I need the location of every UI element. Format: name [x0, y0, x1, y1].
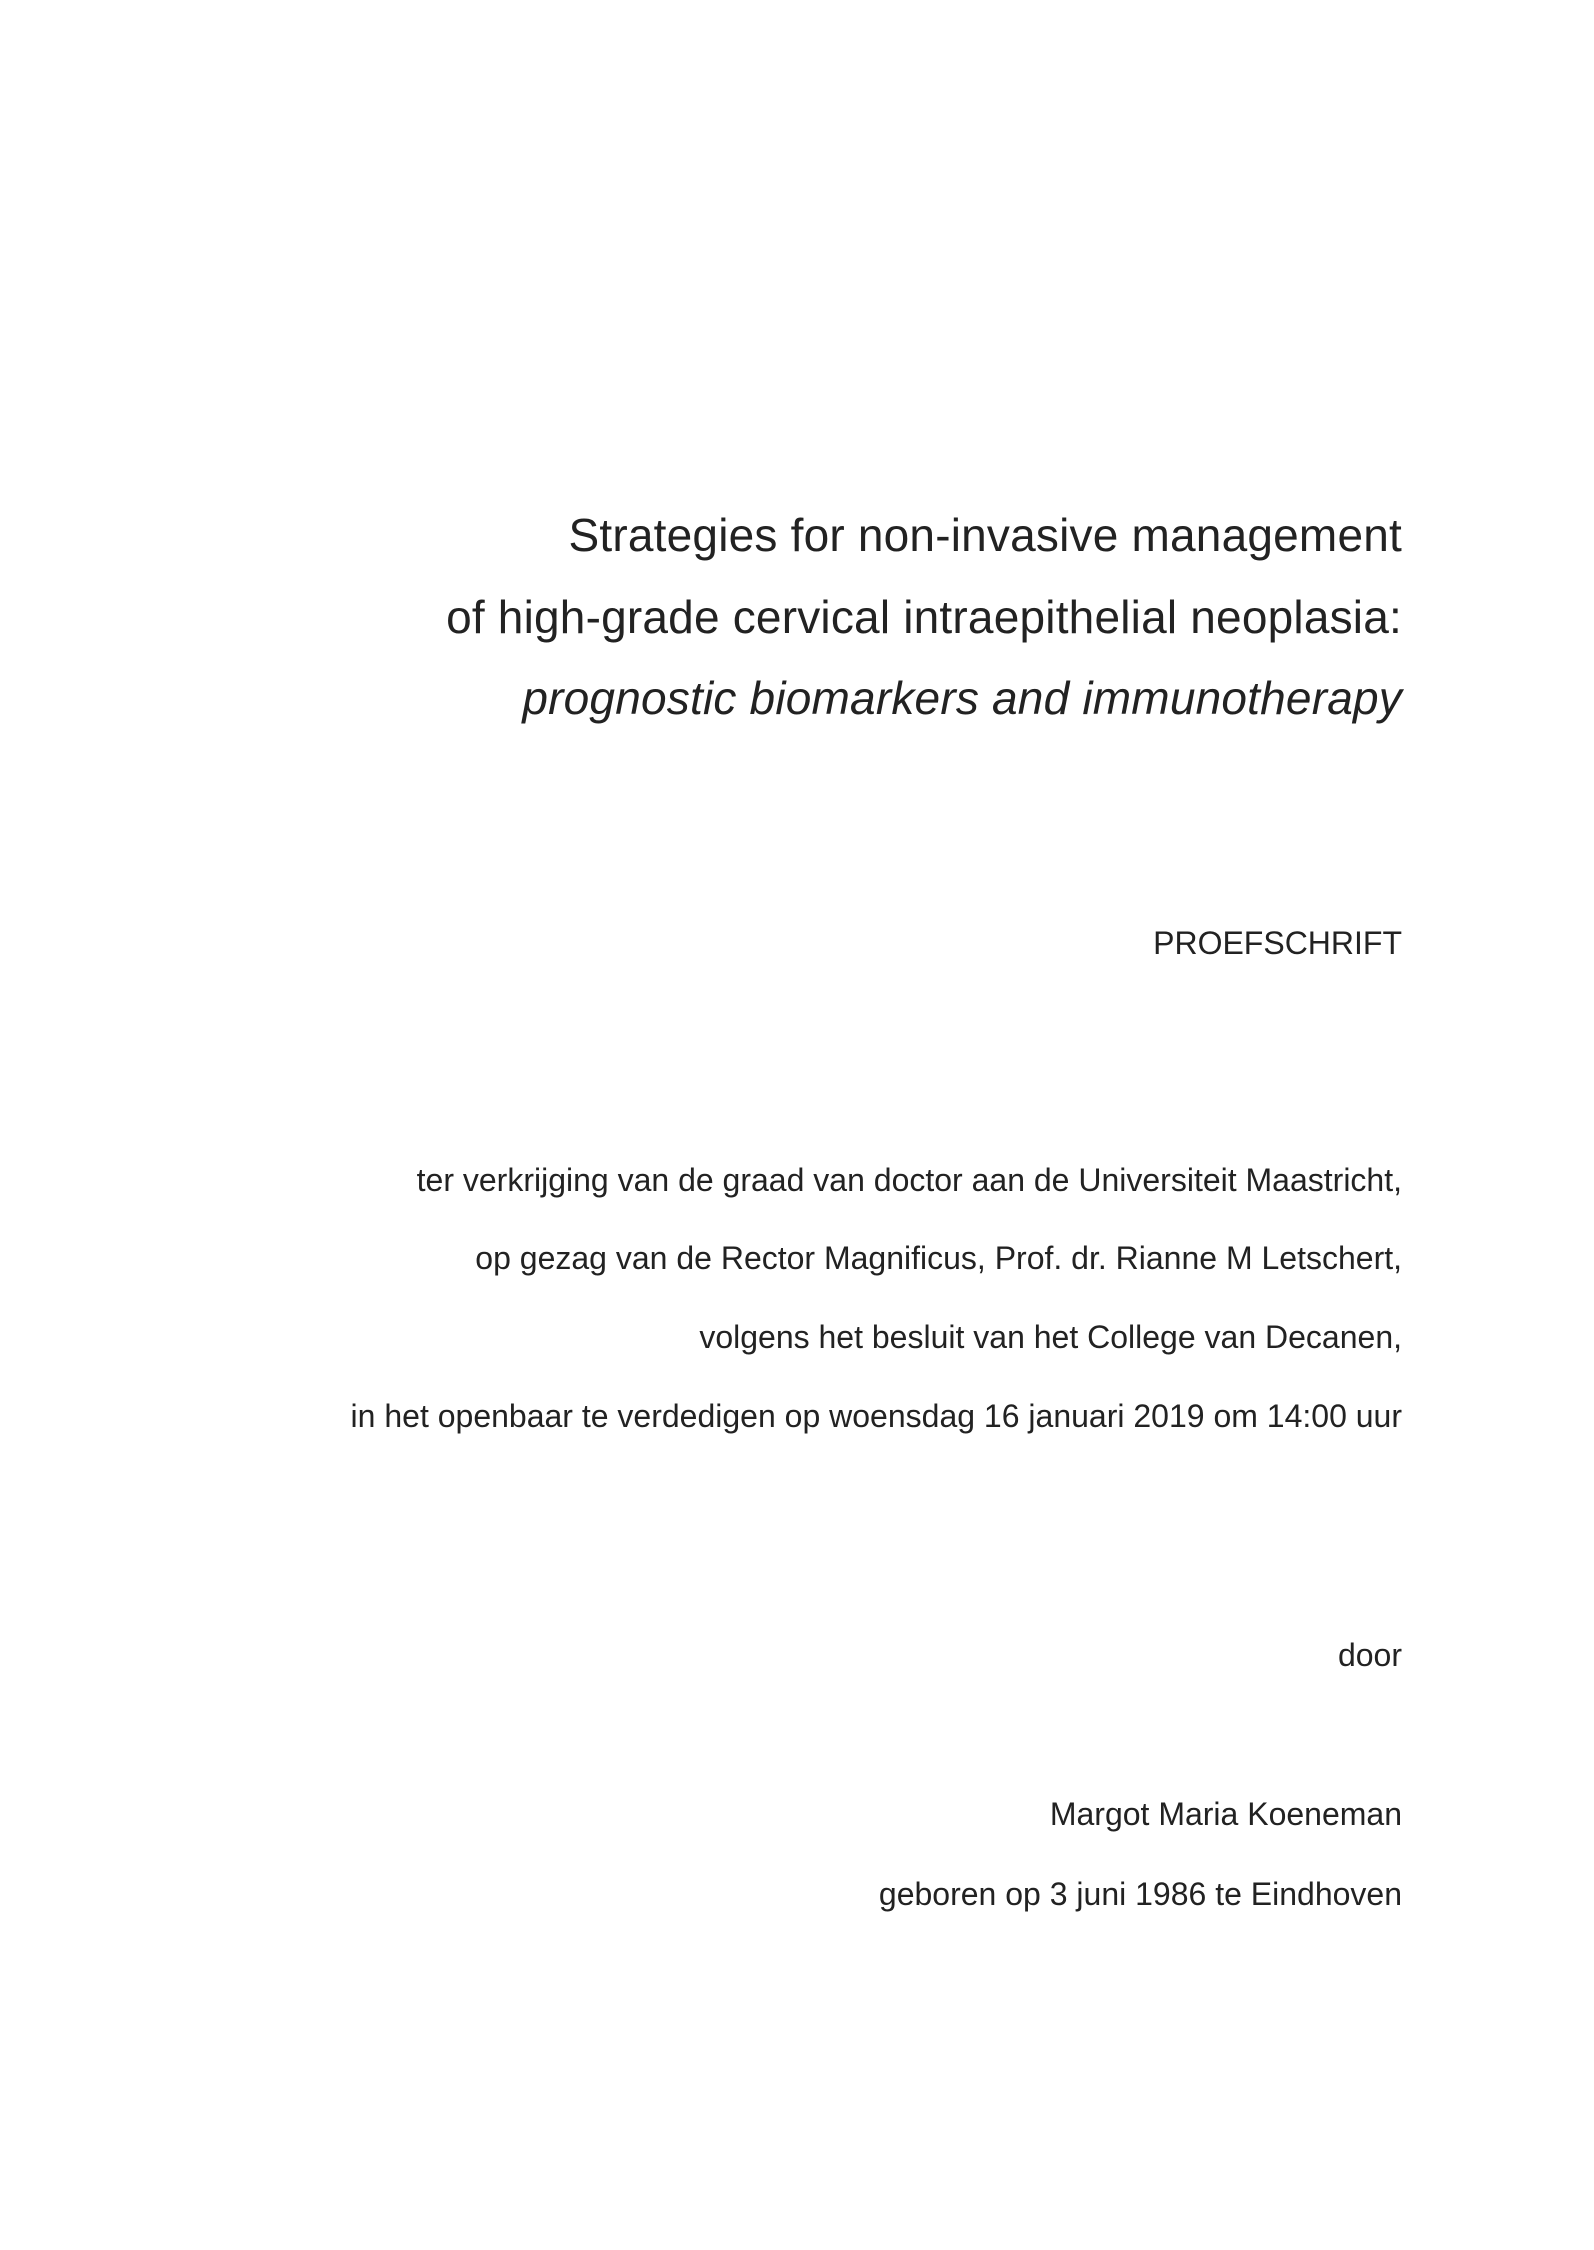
- thesis-title-line-1: Strategies for non-invasive management: [568, 509, 1402, 561]
- by-label: door: [1337, 1637, 1402, 1673]
- thesis-subtitle: prognostic biomarkers and immunotherapy: [522, 672, 1402, 724]
- promotion-line-2: op gezag van de Rector Magnificus, Prof. dr. Rianne M Letschert,: [475, 1240, 1402, 1276]
- document-type: PROEFSCHRIFT: [1153, 925, 1402, 961]
- promotion-line-4: in het openbaar te verdedigen op woensdag 16 januari 2019 om 14:00 uur: [350, 1398, 1402, 1434]
- author-birth: geboren op 3 juni 1986 te Eindhoven: [878, 1876, 1402, 1912]
- promotion-line-1: ter verkrijging van de graad van doctor aan de Universiteit Maastricht,: [416, 1162, 1402, 1198]
- thesis-title-line-2: of high-grade cervical intraepithelial neoplasia:: [446, 591, 1402, 643]
- author-name: Margot Maria Koeneman: [1049, 1796, 1402, 1832]
- promotion-line-3: volgens het besluit van het College van Decanen,: [699, 1319, 1402, 1355]
